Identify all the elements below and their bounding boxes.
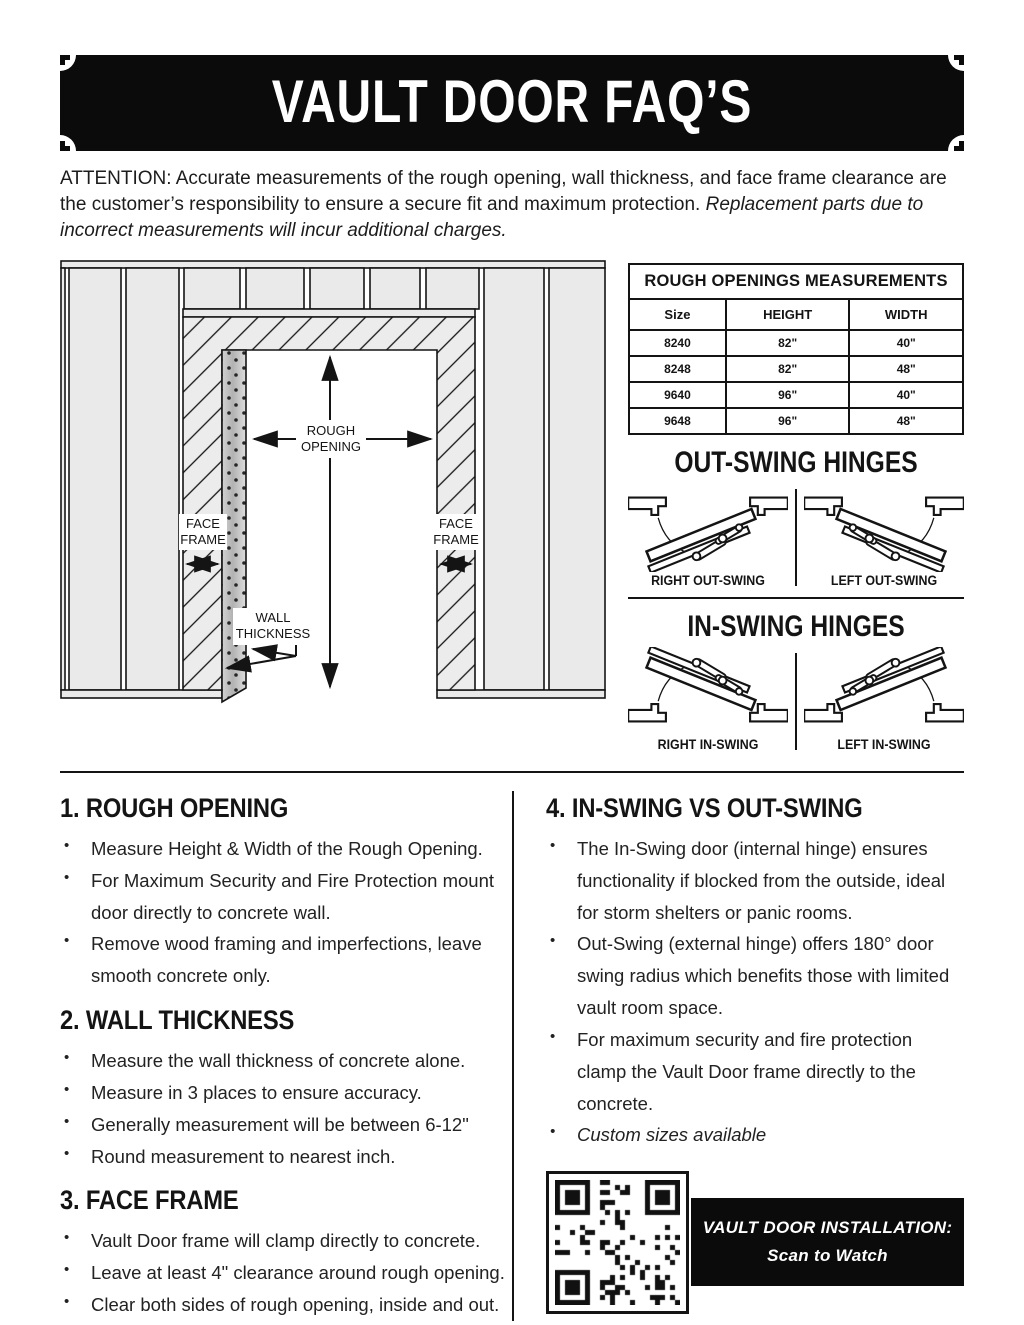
hinge-section-divider bbox=[628, 597, 964, 599]
cell-height: 96" bbox=[726, 408, 850, 434]
face-frame-right-line2: FRAME bbox=[433, 532, 479, 548]
out-swing-diagrams bbox=[628, 483, 964, 588]
installation-video-label-line2: Scan to Watch bbox=[767, 1246, 888, 1266]
list-item: • Measure the wall thickness of concrete alone. bbox=[60, 1045, 512, 1077]
section-2-bullets bbox=[60, 1045, 512, 1172]
list-item: • Remove wood framing and imperfections, leave smooth concrete only. bbox=[60, 928, 512, 992]
installation-video-block bbox=[546, 1171, 964, 1314]
table-row bbox=[629, 382, 963, 408]
section-1-bullets bbox=[60, 833, 512, 992]
rough-opening-label-line1: ROUGH bbox=[306, 423, 356, 439]
left-out-swing-figure bbox=[804, 483, 964, 588]
list-item: • Leave at least 4" clearance around rough opening. bbox=[60, 1257, 512, 1289]
list-item: • Out-Swing (external hinge) offers 180° door swing radius which benefits those with limited vault room space. bbox=[546, 928, 964, 1023]
page-title: VAULT DOOR FAQ’S bbox=[271, 68, 753, 135]
list-item: • Vault Door frame will clamp directly to concrete. bbox=[60, 1225, 512, 1257]
attention-italic-text: Replacement parts due to incorrect measurements will incur additional charges. bbox=[60, 194, 924, 242]
face-frame-left-line1: FACE bbox=[186, 516, 220, 532]
hinge-row-divider bbox=[795, 489, 797, 586]
left-in-swing-diagram bbox=[804, 647, 964, 736]
list-item: • Measure Height & Width of the Rough Opening. bbox=[60, 833, 512, 865]
wall-opening-diagram bbox=[60, 260, 606, 710]
list-item: • For Maximum Security and Fire Protection mount door directly to concrete wall. bbox=[60, 865, 512, 929]
cell-size: 8240 bbox=[629, 330, 726, 356]
cell-height: 96" bbox=[726, 382, 850, 408]
rough-opening-label bbox=[254, 420, 431, 458]
list-item: • Clear both sides of rough opening, inside and out. bbox=[60, 1289, 512, 1321]
col-header-size: Size bbox=[629, 299, 726, 330]
section-2-heading: 2. WALL THICKNESS bbox=[60, 1005, 295, 1036]
right-out-swing-diagram bbox=[628, 483, 788, 572]
cell-size: 9648 bbox=[629, 408, 726, 434]
section-4-heading: 4. IN-SWING VS OUT-SWING bbox=[546, 793, 863, 824]
right-in-swing-diagram bbox=[628, 647, 788, 736]
left-in-swing-label: LEFT IN-SWING bbox=[837, 737, 931, 753]
right-text-column bbox=[546, 791, 964, 1321]
cell-height: 82" bbox=[726, 356, 850, 382]
table-row bbox=[629, 330, 963, 356]
installation-video-label bbox=[691, 1198, 964, 1286]
qr-code bbox=[546, 1171, 689, 1314]
out-swing-heading: OUT-SWING HINGES bbox=[674, 446, 918, 480]
left-out-swing-label: LEFT OUT-SWING bbox=[830, 573, 938, 589]
title-banner bbox=[60, 55, 964, 151]
cell-width: 48" bbox=[849, 408, 963, 434]
right-column bbox=[628, 260, 964, 752]
rough-opening-label-line2: OPENING bbox=[301, 439, 361, 455]
hinge-row-divider bbox=[795, 653, 797, 750]
installation-video-label-line1: VAULT DOOR INSTALLATION: bbox=[702, 1218, 953, 1238]
top-grid bbox=[60, 260, 964, 752]
list-item: • Round measurement to nearest inch. bbox=[60, 1141, 512, 1173]
section-divider bbox=[60, 771, 964, 773]
section-3-heading: 3. FACE FRAME bbox=[60, 1185, 239, 1216]
wall-thickness-line1: WALL bbox=[255, 610, 291, 626]
left-in-swing-figure bbox=[804, 647, 964, 752]
cell-width: 48" bbox=[849, 356, 963, 382]
qr-code-canvas bbox=[555, 1180, 680, 1305]
right-in-swing-label: RIGHT IN-SWING bbox=[657, 737, 759, 753]
cell-width: 40" bbox=[849, 382, 963, 408]
section-3-bullets bbox=[60, 1225, 512, 1320]
face-frame-right-line1: FACE bbox=[439, 516, 473, 532]
section-4-bullets bbox=[546, 833, 964, 1151]
wall-thickness-line2: THICKNESS bbox=[235, 626, 311, 642]
cell-size: 8248 bbox=[629, 356, 726, 382]
right-out-swing-label: RIGHT OUT-SWING bbox=[651, 573, 765, 589]
in-swing-heading: IN-SWING HINGES bbox=[687, 610, 905, 644]
table-title: ROUGH OPENINGS MEASUREMENTS bbox=[629, 264, 963, 299]
face-frame-left-line2: FRAME bbox=[180, 532, 226, 548]
column-divider bbox=[512, 791, 514, 1321]
right-out-swing-figure bbox=[628, 483, 788, 588]
cell-height: 82" bbox=[726, 330, 850, 356]
left-out-swing-diagram bbox=[804, 483, 964, 572]
col-header-width: WIDTH bbox=[849, 299, 963, 330]
table-row bbox=[629, 356, 963, 382]
col-header-height: HEIGHT bbox=[726, 299, 850, 330]
table-row bbox=[629, 408, 963, 434]
left-text-column bbox=[60, 791, 512, 1321]
attention-text: ATTENTION: Accurate measurements of the rough opening, wall thickness, and face frame clearance are the customer’s responsibility to ensure a secure fit and maximum protection. bbox=[60, 168, 947, 216]
rough-openings-table bbox=[628, 263, 964, 435]
list-item: • Generally measurement will be between 6-12" bbox=[60, 1109, 512, 1141]
attention-note bbox=[60, 166, 964, 244]
in-swing-diagrams bbox=[628, 647, 964, 752]
right-in-swing-figure bbox=[628, 647, 788, 752]
cell-size: 9640 bbox=[629, 382, 726, 408]
list-item: • Measure in 3 places to ensure accuracy. bbox=[60, 1077, 512, 1109]
faq-columns bbox=[60, 791, 964, 1321]
cell-width: 40" bbox=[849, 330, 963, 356]
list-item: • Custom sizes available bbox=[546, 1119, 964, 1151]
section-1-heading: 1. ROUGH OPENING bbox=[60, 793, 289, 824]
wall-thickness-arrow-1 bbox=[253, 649, 296, 656]
list-item: • The In-Swing door (internal hinge) ensures functionality if blocked from the outside, ideal for storm shelters or panic rooms. bbox=[546, 833, 964, 928]
list-item: • For maximum security and fire protection clamp the Vault Door frame directly to the concrete. bbox=[546, 1024, 964, 1119]
